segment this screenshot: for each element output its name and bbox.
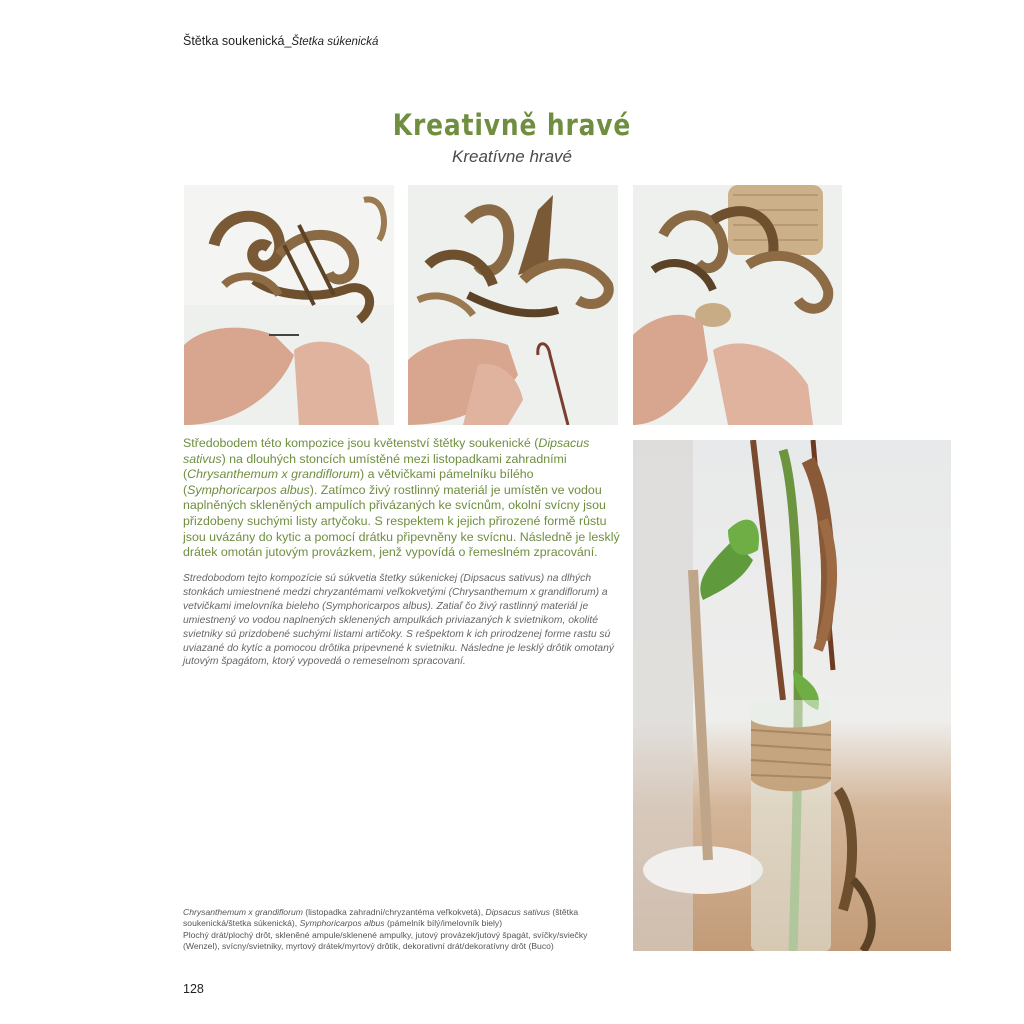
materials-plants-latin-name: Dipsacus sativus xyxy=(485,907,550,917)
body-text-sk: Stredobodom tejto kompozície sú súkvetia štetky súkenickej (Dipsacus sativus) na dlhých stonkách umiestnené medzi chryzantémami veľkokvetými (Chrysanthemum x grandiflorum) a vetvičkami imelovníka bieleho (Symphoricarpos albus). Zatiaľ čo živý rastlinný materiál je umiestnený vo vodou naplnených sklenených ampulkách priviazaných k svietnikom, okolité svietniky sú prizdobené suchými listami artičoky. S rešpektom k ich prirodzenej forme rastu sú uviazané do kytíc a pomocou drôtika pripevnené k svietniku. Následne je lesklý drôtik omotaný jutovým špagátom, ktorý vypovedá o remeselnom spracovaní. xyxy=(183,573,614,668)
page-number: 128 xyxy=(183,982,204,996)
materials-plants-text: (pámelník bílý/imelovník biely) xyxy=(384,918,503,929)
materials-supplies: Plochý drát/plochý drôt, skleněné ampule/sklenené ampulky, jutový provázek/jutový špagát, svíčky/sviečky (Wenzel), svícny/svietniky, myrtový drátek/myrtový drôtik, dekorativní drát/dekoratívny drôt (Buco) xyxy=(183,929,588,951)
photo-step-3 xyxy=(633,185,842,425)
body-cz-latin-name: Dipsacus sativus xyxy=(183,436,590,466)
photo-step-2 xyxy=(408,185,618,425)
materials-plants xyxy=(183,907,615,930)
page-title: Kreativně hravé xyxy=(392,108,632,142)
running-head-sk: Štetka súkenická xyxy=(291,36,379,48)
body-text-cz xyxy=(183,436,620,561)
materials-caption xyxy=(183,907,615,952)
body-cz-text: Středobodem této kompozice jsou květenství štětky soukenické ( xyxy=(183,436,539,450)
running-head-separator: _ xyxy=(284,34,292,48)
materials-plants-text: (štětka soukenická/štetka súkenická), xyxy=(183,907,579,929)
body-cz-text: ) na dlouhých stoncích umístěné mezi listopadkami zahradními ( xyxy=(183,451,567,482)
photo-step-1 xyxy=(184,185,394,425)
materials-plants-latin-name: Symphoricarpos albus xyxy=(299,918,385,929)
running-head xyxy=(183,34,378,48)
body-cz-text: ). Zatímco živý rostlinný materiál je umístěn ve vodou naplněných skleněných ampulích přivázaných ke svícnům, okolní svícny jsou přizdobeny suchými listy artyčoku. S respektem k jejich přirozené formě růstu jsou uvázány do kytic a pomocí drátku připevněny ke svícnu. Následně je lesklý drátek omotán jutovým provázkem, jenž vypovídá o řemeslném zpracování. xyxy=(183,482,620,560)
materials-plants-latin-name: Chrysanthemum x grandiflorum xyxy=(183,907,303,917)
body-cz-latin-name: Chrysanthemum x grandiflorum xyxy=(187,467,360,482)
body-cz-text: ) a větvičkami pámelníku bílého ( xyxy=(183,467,534,497)
body-cz-latin-name: Symphoricarpos albus xyxy=(187,482,310,497)
running-head-cz: Štětka soukenická xyxy=(183,34,285,48)
materials-plants-text: (listopadka zahradní/chryzantéma veľkokvetá), xyxy=(302,907,486,917)
page-subtitle: Kreatívne hravé xyxy=(451,147,572,166)
photo-detail xyxy=(633,440,951,951)
